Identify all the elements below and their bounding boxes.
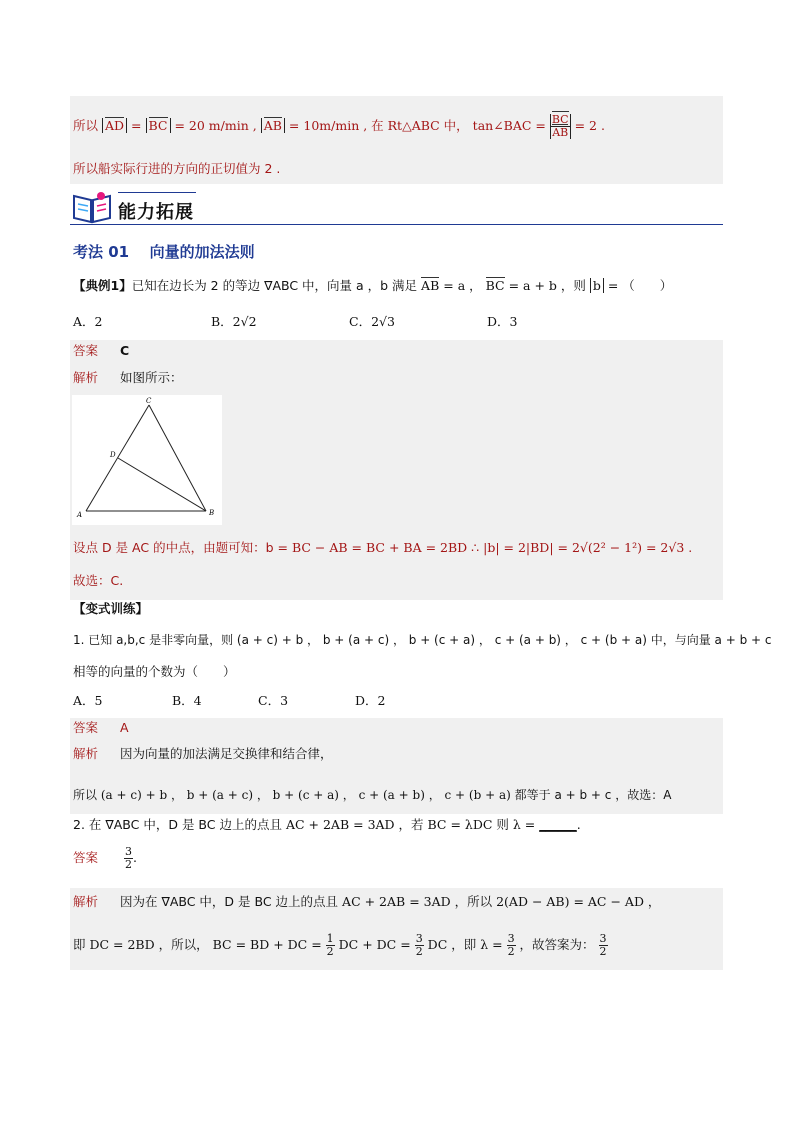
example1-stem: 【典例1】已知在边长为 2 的等边 ∇ABC 中，向量 a ，b 满足 AB = a ， BC = a + b ，则 b = （ ） [73, 278, 673, 293]
q2-answer-fraction: $\frac{3}{2}$ [124, 845, 132, 872]
section-underline [70, 224, 723, 225]
label-d: D [110, 451, 116, 459]
vector-ad: AD [105, 118, 125, 134]
example1-analysis-intro: 解析 如图所示： [73, 370, 183, 385]
q2-blank[interactable]: ______ [539, 817, 577, 832]
q1-option-d: D．2 [355, 693, 386, 708]
example1-option-d: D．3 [487, 314, 518, 329]
label-c: C [146, 397, 152, 405]
q1-answer: 答案 A [73, 720, 129, 735]
q2-stem: 2. 在 ∇ABC 中，D 是 BC 边上的点且 AC + 2AB = 3AD ，若 BC = λDC 则 λ = ______. [73, 817, 581, 832]
q1-option-a: A．5 [73, 693, 103, 708]
q1-analysis-line-2: 所以 (a + c) + b ， b + (a + c) ， b + (c + a) ， c + (a + b) ， c + (b + a) 都等于 a + b + c ，故选：A [73, 788, 672, 802]
q2-analysis-line-1: 解析 因为在 ∇ABC 中，D 是 BC 边上的点且 AC + 2AB = 3AD ，所以 2(AD − AB) = AC − AD ， [73, 894, 661, 909]
prev-solution-line-1: 所以 AD = BC = 20 m/min , AB = 10m/min , 在 Rt△ABC 中， tan∠BAC = $\frac{BC}{AB}$ = 2 . [73, 113, 605, 140]
vector-ab: AB [263, 118, 282, 134]
example1-answer: 答案 C [73, 343, 130, 358]
prev-solution-line-2: 所以船实际行进的方向的正切值为 2 . [73, 161, 281, 176]
label-a: A [77, 511, 83, 519]
label-b: B [209, 509, 215, 517]
section-top-rule [118, 192, 196, 193]
kaofa-heading: 考法 01 向量的加法法则 [73, 243, 255, 261]
example1-solution: 设点 D 是 AC 的中点，由题可知：b = BC − AB = BC + BA = 2BD ∴ |b| = 2|BD| = 2√(2² − 1²) = 2√3 . [73, 540, 693, 555]
q1-option-b: B．4 [172, 693, 202, 708]
practice-title: 【变式训练】 [73, 601, 149, 616]
example1-option-b: B．2√2 [211, 314, 257, 329]
q1-analysis-line-1: 解析 因为向量的加法满足交换律和结合律， [73, 746, 333, 761]
q1-stem-line-2: 相等的向量的个数为（ ） [73, 664, 236, 679]
triangle-figure [72, 395, 222, 525]
q1-option-c: C．3 [258, 693, 289, 708]
tan-fraction: $\frac{BC}{AB}$ [551, 113, 569, 140]
vector-bc: BC [148, 118, 168, 134]
example1-option-c: C．2√3 [349, 314, 395, 329]
section-title: 能力拓展 [118, 202, 194, 223]
q2-answer: 答案 $\frac{3}{2}$ . [73, 845, 137, 872]
triangle-diagram [72, 395, 222, 525]
example1-option-a: A．2 [73, 314, 103, 329]
q1-stem-line-1: 1. 已知 a,b,c 是非零向量，则 (a + c) + b ， b + (a + c) ， b + (c + a) ， c + (a + b) ， c + (b + a) 中，与向量 a + b + c [73, 633, 772, 647]
q2-analysis-line-2: 即 DC = 2BD ，所以， BC = BD + DC = $\frac{1}{2}$ DC + DC = $\frac{3}{2}$ DC ，即 λ = $\frac{3}{2}$ ，故答案为： $\frac{3}{2}$ [73, 932, 607, 959]
open-book-icon [71, 190, 113, 224]
example1-pick: 故选：C. [73, 573, 124, 588]
